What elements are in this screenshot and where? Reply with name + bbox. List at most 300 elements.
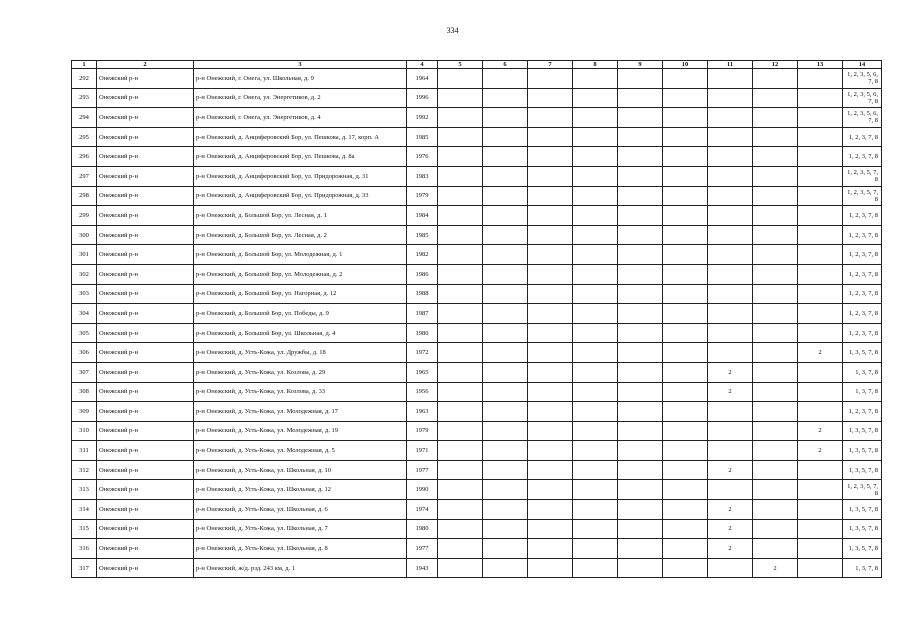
col-13-cell: 2 (798, 421, 843, 441)
table-row (72, 480, 882, 500)
col-10-cell (663, 480, 708, 500)
col-8-cell (573, 500, 618, 520)
column-header-8: 8 (573, 61, 618, 69)
row-number: 311 (72, 441, 97, 461)
col-11-cell: 2 (708, 519, 753, 539)
year-cell: 1992 (407, 108, 438, 128)
col-5-cell (438, 88, 483, 108)
address-cell: р-н Онежский, д. Анциферовский Бор, ул. Придорожная, д. 31 (194, 166, 407, 186)
col-9-cell (618, 245, 663, 265)
col-8-cell (573, 304, 618, 324)
column-header-9: 9 (618, 61, 663, 69)
col-11-cell (708, 127, 753, 147)
col-11-cell (708, 186, 753, 206)
col-12-cell (753, 264, 798, 284)
row-number: 312 (72, 460, 97, 480)
col-13-cell (798, 264, 843, 284)
col-7-cell (528, 304, 573, 324)
col-11-cell (708, 69, 753, 89)
address-cell: р-н Онежский, д. Усть-Кожа, ул. Молодежная, д. 19 (194, 421, 407, 441)
col-8-cell (573, 245, 618, 265)
row-number: 306 (72, 343, 97, 363)
col-14-cell: 1, 3, 5, 7, 8 (843, 519, 882, 539)
col-5-cell (438, 500, 483, 520)
col-11-cell: 2 (708, 460, 753, 480)
column-header-1: 1 (72, 61, 97, 69)
address-cell: р-н Онежский, ж/д. рзд. 243 км, д. 1 (194, 558, 407, 578)
table-body (72, 69, 882, 578)
table-row (72, 500, 882, 520)
col-13-cell (798, 539, 843, 559)
col-11-cell (708, 225, 753, 245)
col-13-cell (798, 304, 843, 324)
district-cell: Онежский р-н (97, 323, 194, 343)
header-row (72, 61, 882, 69)
col-12-cell (753, 500, 798, 520)
col-5-cell (438, 441, 483, 461)
col-6-cell (483, 245, 528, 265)
col-9-cell (618, 421, 663, 441)
col-10-cell (663, 264, 708, 284)
row-number: 299 (72, 206, 97, 226)
col-5-cell (438, 519, 483, 539)
col-10-cell (663, 323, 708, 343)
table-row (72, 362, 882, 382)
table-row (72, 421, 882, 441)
row-number: 292 (72, 69, 97, 89)
col-8-cell (573, 362, 618, 382)
col-5-cell (438, 166, 483, 186)
col-8-cell (573, 264, 618, 284)
col-8-cell (573, 166, 618, 186)
col-11-cell (708, 147, 753, 167)
col-12-cell (753, 343, 798, 363)
year-cell: 1987 (407, 304, 438, 324)
col-7-cell (528, 343, 573, 363)
col-14-cell: 1, 2, 3, 7, 8 (843, 147, 882, 167)
col-13-cell (798, 362, 843, 382)
col-8-cell (573, 382, 618, 402)
col-5-cell (438, 186, 483, 206)
col-8-cell (573, 421, 618, 441)
col-13-cell (798, 245, 843, 265)
col-8-cell (573, 480, 618, 500)
col-13-cell: 2 (798, 441, 843, 461)
col-7-cell (528, 421, 573, 441)
col-6-cell (483, 402, 528, 422)
col-11-cell (708, 402, 753, 422)
district-cell: Онежский р-н (97, 441, 194, 461)
col-12-cell (753, 304, 798, 324)
col-6-cell (483, 362, 528, 382)
row-number: 293 (72, 88, 97, 108)
col-10-cell (663, 362, 708, 382)
col-5-cell (438, 245, 483, 265)
col-7-cell (528, 539, 573, 559)
address-cell: р-н Онежский, д. Большой Бор, ул. Молодежная, д. 1 (194, 245, 407, 265)
column-header-2: 2 (97, 61, 194, 69)
col-10-cell (663, 186, 708, 206)
col-13-cell (798, 186, 843, 206)
col-13-cell (798, 206, 843, 226)
col-14-cell: 1, 2, 3, 7, 8 (843, 323, 882, 343)
address-cell: р-н Онежский, д. Анциферовский Бор, ул. Пешкова, д. 17, корп. А (194, 127, 407, 147)
district-cell: Онежский р-н (97, 186, 194, 206)
col-6-cell (483, 166, 528, 186)
col-7-cell (528, 245, 573, 265)
col-14-cell: 1, 2, 3, 7, 8 (843, 402, 882, 422)
col-8-cell (573, 127, 618, 147)
col-7-cell (528, 500, 573, 520)
column-header-3: 3 (194, 61, 407, 69)
col-6-cell (483, 460, 528, 480)
col-9-cell (618, 539, 663, 559)
year-cell: 1979 (407, 186, 438, 206)
col-7-cell (528, 284, 573, 304)
col-7-cell (528, 206, 573, 226)
col-7-cell (528, 362, 573, 382)
col-13-cell (798, 108, 843, 128)
year-cell: 1996 (407, 88, 438, 108)
address-cell: р-н Онежский, д. Большой Бор, ул. Лесная, д. 1 (194, 206, 407, 226)
district-cell: Онежский р-н (97, 460, 194, 480)
col-5-cell (438, 343, 483, 363)
col-11-cell (708, 88, 753, 108)
col-13-cell (798, 500, 843, 520)
col-13-cell (798, 166, 843, 186)
row-number: 307 (72, 362, 97, 382)
col-5-cell (438, 225, 483, 245)
col-6-cell (483, 519, 528, 539)
address-cell: р-н Онежский, д. Усть-Кожа, ул. Молодежная, д. 5 (194, 441, 407, 461)
col-11-cell (708, 245, 753, 265)
col-13-cell (798, 88, 843, 108)
address-cell: р-н Онежский, д. Усть-Кожа, ул. Козлова, д. 29 (194, 362, 407, 382)
row-number: 298 (72, 186, 97, 206)
col-8-cell (573, 225, 618, 245)
col-8-cell (573, 206, 618, 226)
col-13-cell: 2 (798, 343, 843, 363)
district-cell: Онежский р-н (97, 304, 194, 324)
district-cell: Онежский р-н (97, 108, 194, 128)
col-9-cell (618, 284, 663, 304)
row-number: 297 (72, 166, 97, 186)
table-row (72, 402, 882, 422)
col-5-cell (438, 206, 483, 226)
col-6-cell (483, 323, 528, 343)
row-number: 300 (72, 225, 97, 245)
col-10-cell (663, 69, 708, 89)
col-10-cell (663, 460, 708, 480)
district-cell: Онежский р-н (97, 558, 194, 578)
col-5-cell (438, 147, 483, 167)
col-13-cell (798, 127, 843, 147)
table-row (72, 558, 882, 578)
address-cell: р-н Онежский, д. Усть-Кожа, ул. Школьная, д. 10 (194, 460, 407, 480)
col-6-cell (483, 382, 528, 402)
table-row (72, 225, 882, 245)
col-10-cell (663, 225, 708, 245)
address-cell: р-н Онежский, г. Онега, ул. Школьная, д. 9 (194, 69, 407, 89)
district-cell: Онежский р-н (97, 166, 194, 186)
col-6-cell (483, 500, 528, 520)
column-header-14: 14 (843, 61, 882, 69)
table-row (72, 147, 882, 167)
col-12-cell (753, 245, 798, 265)
year-cell: 1974 (407, 500, 438, 520)
col-5-cell (438, 304, 483, 324)
col-7-cell (528, 127, 573, 147)
col-6-cell (483, 147, 528, 167)
col-10-cell (663, 558, 708, 578)
col-6-cell (483, 539, 528, 559)
col-14-cell: 1, 2, 3, 7, 8 (843, 264, 882, 284)
district-cell: Онежский р-н (97, 402, 194, 422)
col-10-cell (663, 441, 708, 461)
row-number: 309 (72, 402, 97, 422)
col-5-cell (438, 264, 483, 284)
address-cell: р-н Онежский, д. Большой Бор, ул. Победы, д. 9 (194, 304, 407, 324)
col-5-cell (438, 402, 483, 422)
year-cell: 1971 (407, 441, 438, 461)
col-10-cell (663, 206, 708, 226)
table-row (72, 441, 882, 461)
row-number: 305 (72, 323, 97, 343)
col-7-cell (528, 460, 573, 480)
col-9-cell (618, 147, 663, 167)
col-11-cell (708, 343, 753, 363)
col-14-cell: 1, 3, 5, 7, 8 (843, 539, 882, 559)
col-9-cell (618, 402, 663, 422)
col-12-cell (753, 108, 798, 128)
col-10-cell (663, 166, 708, 186)
col-14-cell: 1, 2, 3, 7, 8 (843, 206, 882, 226)
row-number: 296 (72, 147, 97, 167)
col-9-cell (618, 323, 663, 343)
col-6-cell (483, 69, 528, 89)
district-cell: Онежский р-н (97, 480, 194, 500)
col-9-cell (618, 206, 663, 226)
year-cell: 1985 (407, 225, 438, 245)
address-cell: р-н Онежский, д. Усть-Кожа, ул. Школьная, д. 7 (194, 519, 407, 539)
col-9-cell (618, 264, 663, 284)
table-row (72, 264, 882, 284)
col-8-cell (573, 558, 618, 578)
col-12-cell (753, 88, 798, 108)
col-8-cell (573, 519, 618, 539)
table-row (72, 166, 882, 186)
col-10-cell (663, 127, 708, 147)
col-13-cell (798, 284, 843, 304)
col-6-cell (483, 284, 528, 304)
district-cell: Онежский р-н (97, 362, 194, 382)
district-cell: Онежский р-н (97, 147, 194, 167)
col-12-cell (753, 421, 798, 441)
col-10-cell (663, 539, 708, 559)
col-5-cell (438, 539, 483, 559)
year-cell: 1988 (407, 284, 438, 304)
table-row (72, 519, 882, 539)
col-10-cell (663, 343, 708, 363)
col-12-cell (753, 480, 798, 500)
col-7-cell (528, 69, 573, 89)
column-header-13: 13 (798, 61, 843, 69)
col-11-cell (708, 558, 753, 578)
col-13-cell (798, 460, 843, 480)
address-cell: р-н Онежский, д. Усть-Кожа, ул. Школьная, д. 12 (194, 480, 407, 500)
year-cell: 1980 (407, 519, 438, 539)
row-number: 295 (72, 127, 97, 147)
col-12-cell (753, 323, 798, 343)
col-14-cell: 1, 3, 5, 7, 8 (843, 460, 882, 480)
address-cell: р-н Онежский, г. Онега, ул. Энергетиков, д. 2 (194, 88, 407, 108)
district-cell: Онежский р-н (97, 206, 194, 226)
col-9-cell (618, 500, 663, 520)
col-12-cell (753, 460, 798, 480)
col-14-cell: 1, 2, 3, 5, 7, 8 (843, 186, 882, 206)
column-header-5: 5 (438, 61, 483, 69)
col-8-cell (573, 284, 618, 304)
year-cell: 1990 (407, 480, 438, 500)
col-11-cell (708, 441, 753, 461)
district-cell: Онежский р-н (97, 539, 194, 559)
col-12-cell (753, 519, 798, 539)
col-9-cell (618, 88, 663, 108)
year-cell: 1977 (407, 460, 438, 480)
year-cell: 1964 (407, 69, 438, 89)
col-6-cell (483, 304, 528, 324)
col-5-cell (438, 382, 483, 402)
col-9-cell (618, 343, 663, 363)
table-row (72, 323, 882, 343)
col-12-cell (753, 362, 798, 382)
col-9-cell (618, 69, 663, 89)
col-14-cell: 1, 3, 7, 8 (843, 558, 882, 578)
col-10-cell (663, 284, 708, 304)
address-cell: р-н Онежский, д. Большой Бор, ул. Школьная, д. 4 (194, 323, 407, 343)
col-12-cell (753, 127, 798, 147)
col-7-cell (528, 402, 573, 422)
col-8-cell (573, 343, 618, 363)
col-9-cell (618, 441, 663, 461)
col-7-cell (528, 225, 573, 245)
column-header-10: 10 (663, 61, 708, 69)
year-cell: 1986 (407, 264, 438, 284)
col-7-cell (528, 519, 573, 539)
col-14-cell: 1, 3, 5, 7, 8 (843, 421, 882, 441)
col-11-cell: 2 (708, 382, 753, 402)
col-8-cell (573, 108, 618, 128)
address-cell: р-н Онежский, д. Большой Бор, ул. Нагорная, д. 12 (194, 284, 407, 304)
row-number: 302 (72, 264, 97, 284)
col-12-cell (753, 186, 798, 206)
col-10-cell (663, 382, 708, 402)
col-9-cell (618, 225, 663, 245)
column-header-11: 11 (708, 61, 753, 69)
col-5-cell (438, 323, 483, 343)
district-cell: Онежский р-н (97, 343, 194, 363)
col-10-cell (663, 421, 708, 441)
col-13-cell (798, 402, 843, 422)
col-9-cell (618, 519, 663, 539)
col-11-cell: 2 (708, 500, 753, 520)
col-5-cell (438, 362, 483, 382)
col-12-cell (753, 147, 798, 167)
col-7-cell (528, 323, 573, 343)
district-cell: Онежский р-н (97, 245, 194, 265)
year-cell: 1976 (407, 147, 438, 167)
row-number: 294 (72, 108, 97, 128)
col-10-cell (663, 108, 708, 128)
year-cell: 1956 (407, 382, 438, 402)
col-14-cell: 1, 2, 3, 7, 8 (843, 127, 882, 147)
col-5-cell (438, 480, 483, 500)
col-6-cell (483, 558, 528, 578)
col-9-cell (618, 186, 663, 206)
table-row (72, 284, 882, 304)
col-13-cell (798, 480, 843, 500)
col-12-cell (753, 206, 798, 226)
col-5-cell (438, 127, 483, 147)
table-row (72, 88, 882, 108)
district-cell: Онежский р-н (97, 264, 194, 284)
col-6-cell (483, 441, 528, 461)
col-9-cell (618, 362, 663, 382)
row-number: 317 (72, 558, 97, 578)
col-11-cell: 2 (708, 539, 753, 559)
col-13-cell (798, 382, 843, 402)
col-8-cell (573, 88, 618, 108)
col-14-cell: 1, 2, 3, 5, 6, 7, 8 (843, 108, 882, 128)
col-14-cell: 1, 2, 3, 5, 7, 8 (843, 480, 882, 500)
col-11-cell (708, 421, 753, 441)
col-12-cell (753, 402, 798, 422)
col-9-cell (618, 166, 663, 186)
col-7-cell (528, 480, 573, 500)
col-11-cell (708, 304, 753, 324)
col-12-cell: 2 (753, 558, 798, 578)
table-row (72, 186, 882, 206)
col-12-cell (753, 382, 798, 402)
col-8-cell (573, 460, 618, 480)
col-8-cell (573, 147, 618, 167)
address-cell: р-н Онежский, д. Усть-Кожа, ул. Молодежная, д. 17 (194, 402, 407, 422)
district-cell: Онежский р-н (97, 421, 194, 441)
col-5-cell (438, 421, 483, 441)
address-cell: р-н Онежский, д. Анциферовский Бор, ул. Придорожная, д. 33 (194, 186, 407, 206)
col-12-cell (753, 69, 798, 89)
year-cell: 1983 (407, 166, 438, 186)
col-9-cell (618, 480, 663, 500)
col-9-cell (618, 460, 663, 480)
col-7-cell (528, 88, 573, 108)
district-cell: Онежский р-н (97, 225, 194, 245)
col-13-cell (798, 323, 843, 343)
year-cell: 1965 (407, 362, 438, 382)
address-cell: р-н Онежский, д. Усть-Кожа, ул. Дружбы, д. 18 (194, 343, 407, 363)
col-12-cell (753, 539, 798, 559)
col-10-cell (663, 304, 708, 324)
address-cell: р-н Онежский, д. Анциферовский Бор, ул. Пешкова, д. 8а (194, 147, 407, 167)
col-14-cell: 1, 2, 3, 5, 7, 8 (843, 166, 882, 186)
year-cell: 1985 (407, 127, 438, 147)
col-8-cell (573, 441, 618, 461)
col-10-cell (663, 147, 708, 167)
col-6-cell (483, 127, 528, 147)
col-14-cell: 1, 2, 3, 5, 6, 7, 8 (843, 69, 882, 89)
col-6-cell (483, 225, 528, 245)
table-row (72, 206, 882, 226)
